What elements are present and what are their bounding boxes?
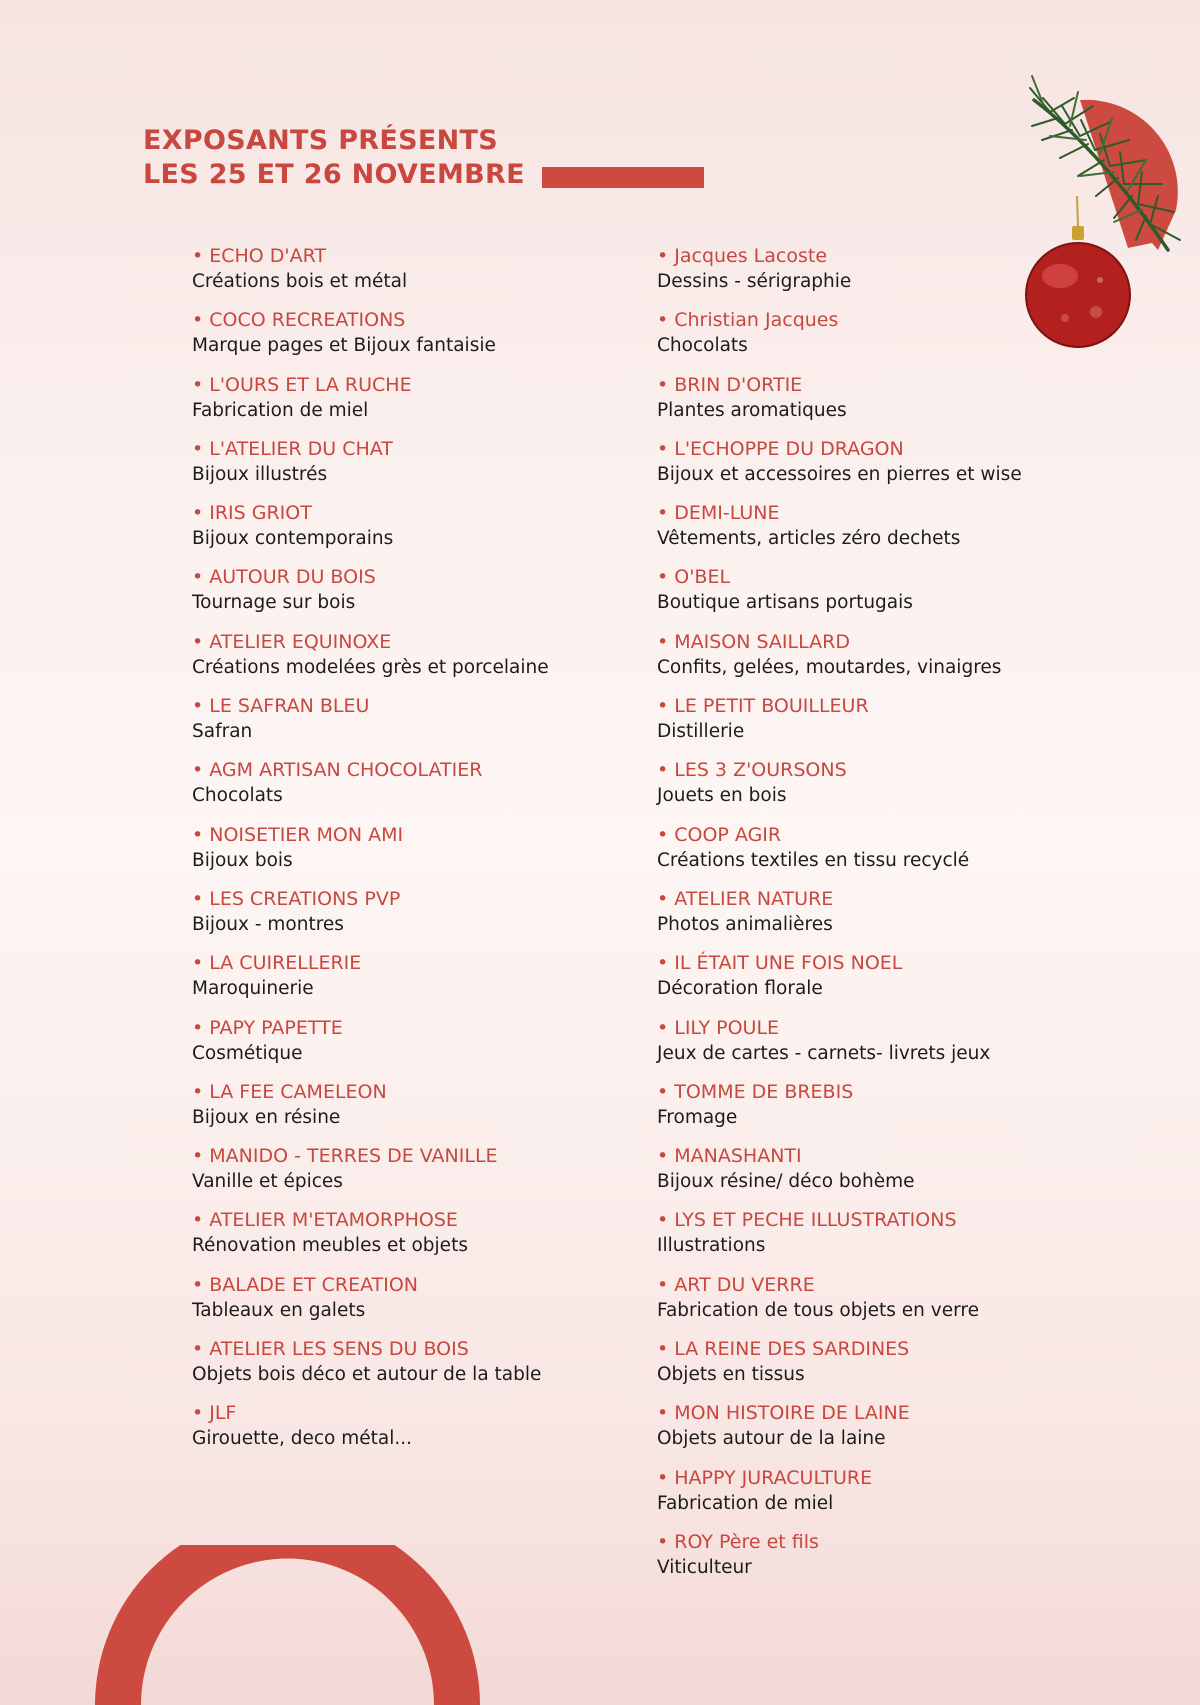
exhibitor-description: Distillerie <box>657 721 745 743</box>
exhibitor-name: • ATELIER LES SENS DU BOIS <box>192 1338 469 1361</box>
exhibitor-entry <box>192 887 612 951</box>
exhibitor-description: Rénovation meubles et objets <box>192 1235 468 1257</box>
exhibitor-description: Fabrication de miel <box>192 399 369 421</box>
exhibitor-entry <box>657 630 1087 694</box>
exhibitor-description: Viticulteur <box>657 1556 752 1578</box>
exhibitor-name: • COOP AGIR <box>657 823 782 846</box>
exhibitor-description: Cosmétique <box>192 1042 303 1064</box>
exhibitor-description: Confits, gelées, moutardes, vinaigres <box>657 656 1002 678</box>
exhibitor-entry <box>657 1337 1087 1401</box>
exhibitor-entry <box>657 823 1087 887</box>
exhibitor-list-left <box>192 244 612 1466</box>
exhibitor-description: Tableaux en galets <box>192 1299 366 1321</box>
exhibitor-description: Fromage <box>657 1106 738 1128</box>
exhibitor-name: • NOISETIER MON AMI <box>192 823 404 846</box>
exhibitor-entry <box>657 1016 1087 1080</box>
exhibitor-name: • MANIDO - TERRES DE VANILLE <box>192 1145 498 1168</box>
exhibitor-entry <box>192 1080 612 1144</box>
title-line-2: LES 25 ET 26 NOVEMBRE <box>143 159 525 190</box>
exhibitor-name: • Jacques Lacoste <box>657 245 828 267</box>
exhibitor-entry <box>192 244 612 308</box>
exhibitor-name: • MAISON SAILLARD <box>657 630 850 653</box>
exhibitor-entry <box>192 694 612 758</box>
exhibitor-name: • LE PETIT BOUILLEUR <box>657 695 869 718</box>
exhibitor-description: Bijoux - montres <box>192 913 344 935</box>
exhibitor-entry <box>657 1208 1087 1272</box>
ornament-cap <box>1072 226 1084 240</box>
exhibitor-name: • COCO RECREATIONS <box>192 309 406 332</box>
exhibitor-description: Vanille et épices <box>192 1171 343 1193</box>
exhibitor-entry <box>657 501 1087 565</box>
ornament-string <box>1077 196 1078 226</box>
exhibitor-entry <box>192 630 612 694</box>
exhibitor-entry <box>192 823 612 887</box>
exhibitor-description: Objets bois déco et autour de la table <box>192 1364 542 1386</box>
exhibitor-entry <box>192 1337 612 1401</box>
exhibitor-description: Créations bois et métal <box>192 271 408 292</box>
exhibitor-name: • LYS ET PECHE ILLUSTRATIONS <box>657 1209 957 1232</box>
exhibitor-name: • LES CREATIONS PVP <box>192 887 401 910</box>
exhibitor-entry <box>192 1208 612 1272</box>
exhibitor-entry <box>657 758 1087 822</box>
exhibitor-name: • ART DU VERRE <box>657 1273 815 1296</box>
exhibitor-name: • LA FEE CAMELEON <box>192 1080 387 1103</box>
exhibitor-description: Bijoux bois <box>192 849 293 871</box>
exhibitor-description: Objets en tissus <box>657 1364 805 1386</box>
exhibitor-name: • LA CUIRELLERIE <box>192 952 362 975</box>
exhibitor-description: Marque pages et Bijoux fantaisie <box>192 335 496 357</box>
exhibitor-description: Créations modelées grès et porcelaine <box>192 656 549 678</box>
exhibitor-name: • AUTOUR DU BOIS <box>192 566 376 589</box>
exhibitor-name: • ECHO D'ART <box>192 245 327 267</box>
exhibitor-description: Bijoux illustrés <box>192 463 328 485</box>
exhibitor-description: Bijoux contemporains <box>192 528 394 550</box>
exhibitor-entry <box>657 244 1087 308</box>
exhibitor-name: • ATELIER M'ETAMORPHOSE <box>192 1209 458 1232</box>
exhibitor-description: Objets autour de la laine <box>657 1428 886 1450</box>
exhibitor-description: Tournage sur bois <box>192 592 356 614</box>
exhibitor-entry <box>657 308 1087 372</box>
exhibitor-entry <box>657 1466 1087 1530</box>
exhibitor-name: • IRIS GRIOT <box>192 502 312 525</box>
exhibitor-name: • DEMI-LUNE <box>657 502 780 525</box>
exhibitor-name: • JLF <box>192 1402 237 1425</box>
exhibitor-name: • HAPPY JURACULTURE <box>657 1466 873 1489</box>
exhibitor-entry <box>657 1530 1087 1594</box>
exhibitor-entry <box>192 1273 612 1337</box>
exhibitor-description: Girouette, deco métal... <box>192 1428 413 1450</box>
exhibitor-entry <box>657 1144 1087 1208</box>
exhibitor-name: • MON HISTOIRE DE LAINE <box>657 1402 910 1425</box>
exhibitor-entry <box>657 437 1087 501</box>
exhibitor-description: Fabrication de miel <box>657 1492 834 1514</box>
exhibitor-entry <box>192 1401 612 1465</box>
exhibitor-name: • AGM ARTISAN CHOCOLATIER <box>192 759 483 782</box>
exhibitor-entry <box>657 565 1087 629</box>
exhibitor-description: Fabrication de tous objets en verre <box>657 1299 979 1321</box>
exhibitor-description: Illustrations <box>657 1235 766 1257</box>
exhibitor-name: • LILY POULE <box>657 1016 780 1039</box>
exhibitor-description: Photos animalières <box>657 913 833 935</box>
exhibitor-entry <box>657 373 1087 437</box>
exhibitor-description: Décoration florale <box>657 978 823 1000</box>
exhibitor-entry <box>657 694 1087 758</box>
exhibitor-name: • BALADE ET CREATION <box>192 1273 418 1296</box>
exhibitor-description: Chocolats <box>657 335 748 357</box>
exhibitor-entry <box>657 1273 1087 1337</box>
exhibitor-description: Plantes aromatiques <box>657 399 847 421</box>
exhibitor-description: Bijoux en résine <box>192 1106 341 1128</box>
exhibitor-name: • LA REINE DES SARDINES <box>657 1338 910 1361</box>
exhibitor-name: • IL ÉTAIT UNE FOIS NOEL <box>657 952 903 975</box>
red-ring-shape <box>95 1545 480 1705</box>
exhibitor-name: • L'ECHOPPE DU DRAGON <box>657 437 904 460</box>
page-title <box>143 124 525 192</box>
exhibitor-entry <box>192 565 612 629</box>
exhibitor-name: • ATELIER EQUINOXE <box>192 630 392 653</box>
red-ring-decoration <box>0 1545 560 1705</box>
exhibitor-entry <box>192 501 612 565</box>
exhibitor-name: • LES 3 Z'OURSONS <box>657 759 847 782</box>
exhibitor-description: Vêtements, articles zéro dechets <box>657 528 961 550</box>
exhibitor-name: • BRIN D'ORTIE <box>657 373 803 396</box>
exhibitor-description: Bijoux résine/ déco bohème <box>657 1171 915 1193</box>
exhibitor-description: Jeux de cartes - carnets- livrets jeux <box>657 1042 991 1064</box>
exhibitor-name: • Christian Jacques <box>657 309 839 332</box>
exhibitor-entry <box>192 373 612 437</box>
exhibitor-entry <box>192 951 612 1015</box>
exhibitor-entry <box>657 887 1087 951</box>
exhibitor-name: • LE SAFRAN BLEU <box>192 695 370 718</box>
exhibitor-name: • TOMME DE BREBIS <box>657 1080 854 1103</box>
exhibitor-entry <box>657 951 1087 1015</box>
exhibitor-description: Dessins - sérigraphie <box>657 271 852 292</box>
title-line-1: EXPOSANTS PRÉSENTS <box>143 125 498 156</box>
exhibitor-name: • ATELIER NATURE <box>657 887 834 910</box>
exhibitor-entry <box>192 1144 612 1208</box>
exhibitor-name: • L'ATELIER DU CHAT <box>192 437 393 460</box>
exhibitor-entry <box>192 308 612 372</box>
exhibitor-list-right <box>657 244 1087 1594</box>
exhibitor-description: Bijoux et accessoires en pierres et wise <box>657 463 1022 485</box>
exhibitor-entry <box>192 758 612 822</box>
exhibitor-name: • L'OURS ET LA RUCHE <box>192 373 412 396</box>
exhibitor-description: Chocolats <box>192 785 283 807</box>
title-accent-bar <box>542 167 704 188</box>
exhibitor-entry <box>657 1080 1087 1144</box>
exhibitor-name: • ROY Père et fils <box>657 1530 819 1553</box>
exhibitor-description: Maroquinerie <box>192 978 314 1000</box>
exhibitor-description: Safran <box>192 721 253 743</box>
exhibitor-name: • PAPY PAPETTE <box>192 1016 343 1039</box>
exhibitor-name: • O'BEL <box>657 566 731 589</box>
exhibitor-description: Jouets en bois <box>657 785 787 807</box>
exhibitor-name: • MANASHANTI <box>657 1145 802 1168</box>
exhibitor-description: Boutique artisans portugais <box>657 592 913 614</box>
exhibitor-entry <box>192 437 612 501</box>
exhibitor-description: Créations textiles en tissu recyclé <box>657 849 970 871</box>
exhibitor-entry <box>192 1016 612 1080</box>
exhibitor-entry <box>657 1401 1087 1465</box>
